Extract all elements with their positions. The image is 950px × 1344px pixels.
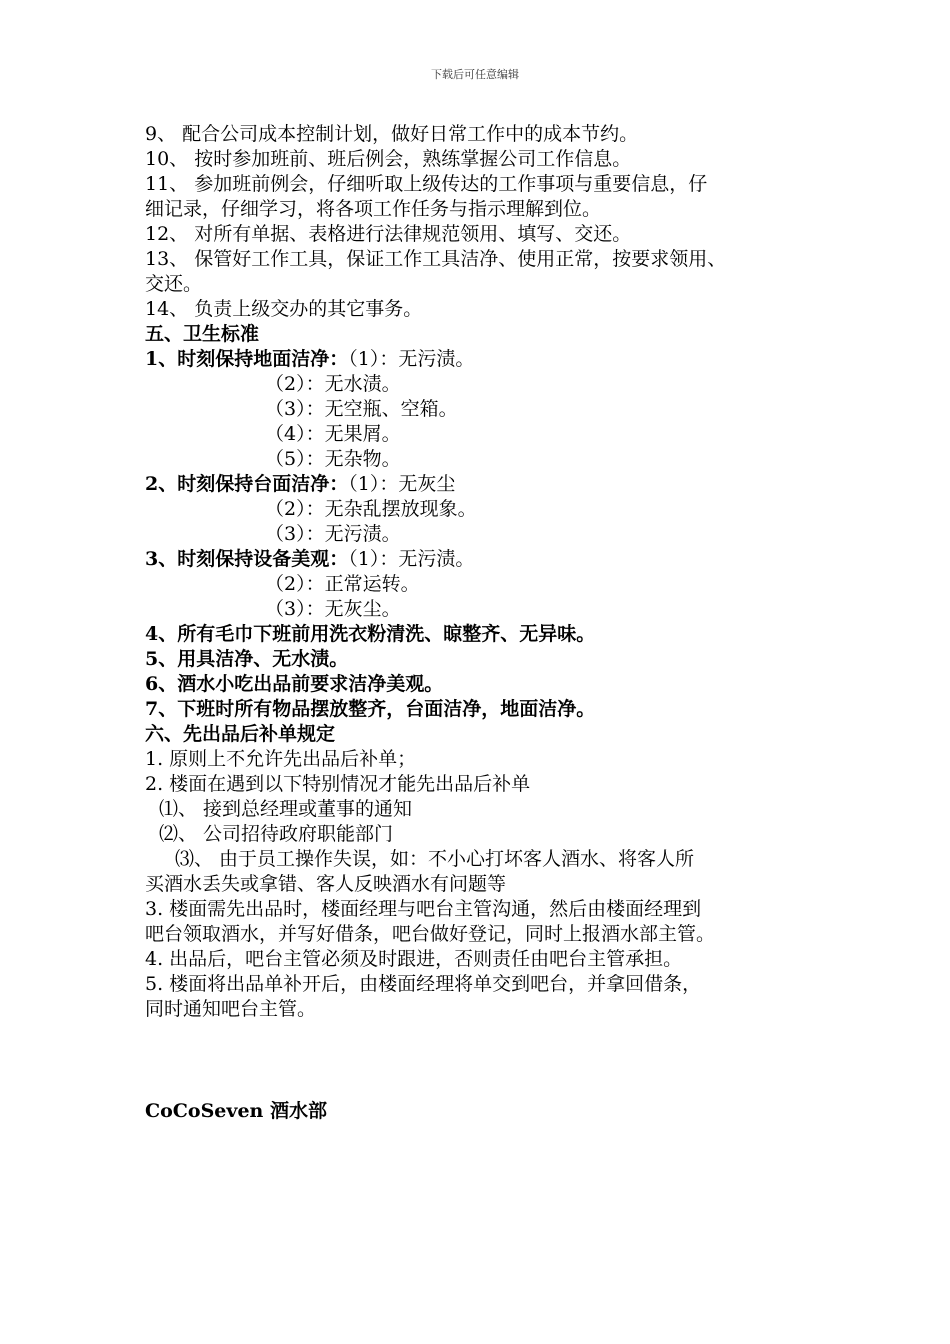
page-header: 下载后可任意编辑 (431, 68, 519, 81)
order-rule: 1. 原则上不允许先出品后补单； (145, 748, 417, 770)
duty-item-continued: 细记录，仔细学习，将各项工作任务与指示理解到位。 (145, 198, 602, 220)
duty-item: 12、 对所有单据、表格进行法律规范领用、填写、交还。 (145, 223, 632, 245)
section-title-order-rules: 六、先出品后补单规定 (145, 723, 336, 745)
duty-item: 14、 负责上级交办的其它事务。 (145, 298, 423, 320)
department-signature: CoCoSeven 酒水部 (145, 1100, 327, 1122)
hygiene-sub-item: （2）：无杂乱摆放现象。 (265, 498, 477, 520)
hygiene-sub-item: （1）：无污渍。 (348, 548, 475, 570)
order-rule: 3. 楼面需先出品时，楼面经理与吧台主管沟通，然后由楼面经理到 (145, 898, 702, 920)
order-rule-continued: 吧台领取酒水，并写好借条，吧台做好登记，同时上报酒水部主管。 (145, 923, 716, 945)
order-rule-case-continued: 买酒水丢失或拿错、客人反映酒水有问题等 (145, 873, 507, 895)
duty-item: 13、 保管好工作工具，保证工作工具洁净、使用正常，按要求领用、 (145, 248, 727, 270)
order-rule-case: ⑵、 公司招待政府职能部门 (159, 823, 394, 845)
hygiene-sub-item: （1）：无灰尘 (348, 473, 456, 495)
hygiene-item-label: 1、时刻保持地面洁净： (145, 348, 349, 370)
hygiene-rule: 5、用具洁净、无水渍。 (145, 648, 349, 670)
hygiene-item-equipment (145, 547, 835, 572)
hygiene-sub-item: （3）：无污渍。 (265, 523, 401, 545)
order-rule: 4. 出品后，吧台主管必须及时跟进，否则责任由吧台主管承担。 (145, 948, 683, 970)
hygiene-sub-item: （3）：无灰尘。 (265, 598, 401, 620)
hygiene-item-floor (145, 347, 835, 372)
hygiene-rule: 4、所有毛巾下班前用洗衣粉清洗、晾整齐、无异味。 (145, 623, 596, 645)
duty-item: 11、 参加班前例会，仔细听取上级传达的工作事项与重要信息，仔 (145, 173, 708, 195)
section-title-hygiene: 五、卫生标准 (145, 323, 260, 345)
order-rule-case: ⑴、 接到总经理或董事的通知 (159, 798, 413, 820)
hygiene-sub-item: （2）：正常运转。 (265, 573, 420, 595)
hygiene-sub-item: （5）：无杂物。 (265, 448, 401, 470)
duty-item-continued: 交还。 (145, 273, 203, 295)
hygiene-item-label: 3、时刻保持设备美观： (145, 548, 349, 570)
hygiene-item-label: 2、时刻保持台面洁净： (145, 473, 349, 495)
order-rule-continued: 同时通知吧台主管。 (145, 998, 317, 1020)
hygiene-sub-item: （4）：无果屑。 (265, 423, 401, 445)
hygiene-sub-item: （1）：无污渍。 (348, 348, 475, 370)
duty-item: 10、 按时参加班前、班后例会，熟练掌握公司工作信息。 (145, 148, 632, 170)
document-body (145, 122, 835, 1022)
order-rule: 5. 楼面将出品单补开后，由楼面经理将单交到吧台，并拿回借条， (145, 973, 702, 995)
duty-item: 9、 配合公司成本控制计划，做好日常工作中的成本节约。 (145, 123, 639, 145)
hygiene-sub-item: （3）：无空瓶、空箱。 (265, 398, 458, 420)
hygiene-rule: 6、酒水小吃出品前要求洁净美观。 (145, 673, 444, 695)
hygiene-item-counter (145, 472, 835, 497)
hygiene-sub-item: （2）：无水渍。 (265, 373, 401, 395)
hygiene-rule: 7、下班时所有物品摆放整齐，台面洁净，地面洁净。 (145, 698, 596, 720)
order-rule: 2. 楼面在遇到以下特别情况才能先出品后补单 (145, 773, 531, 795)
order-rule-case: ⑶、 由于员工操作失误，如：不小心打坏客人酒水、将客人所 (175, 848, 695, 870)
